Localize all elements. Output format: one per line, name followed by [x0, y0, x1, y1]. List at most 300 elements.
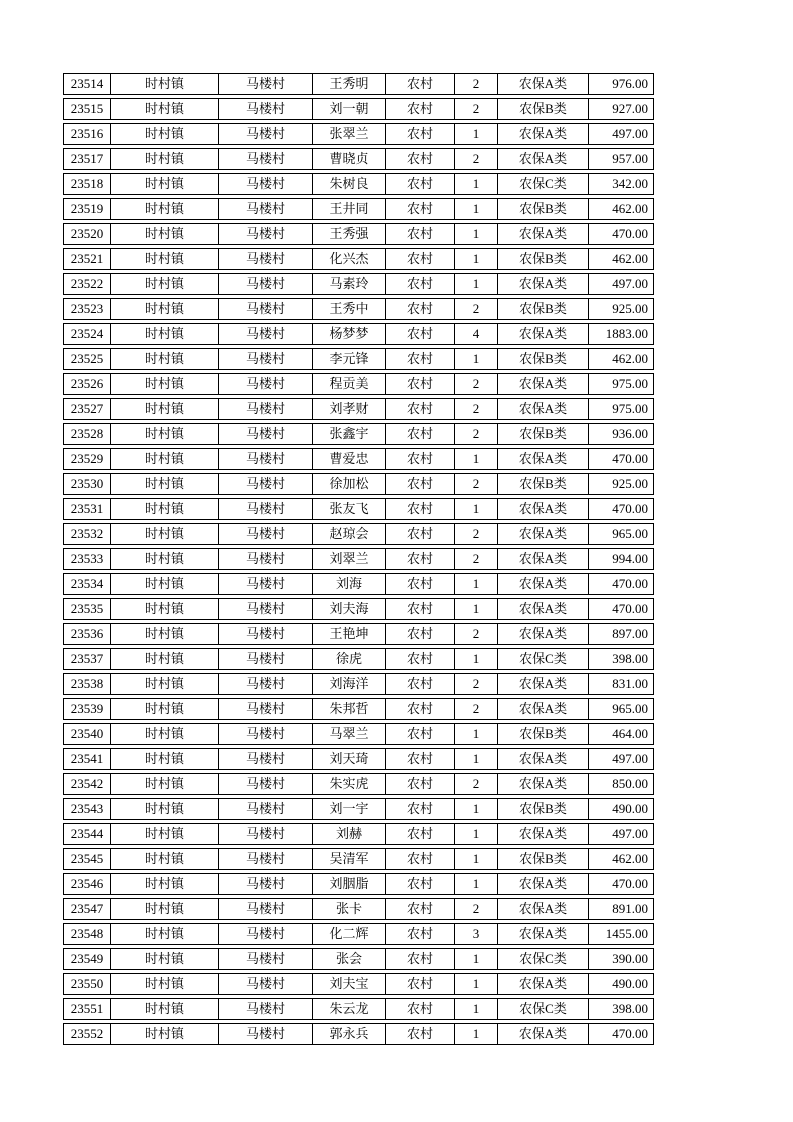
cell-insurance-category: 农保B类	[498, 724, 589, 744]
cell-record-id: 23552	[64, 1024, 111, 1044]
cell-record-id: 23520	[64, 224, 111, 244]
cell-residence-type: 农村	[386, 899, 455, 919]
cell-insurance-category: 农保A类	[498, 324, 589, 344]
table-row	[63, 698, 654, 720]
cell-record-id: 23549	[64, 949, 111, 969]
cell-person-count: 1	[455, 849, 498, 869]
cell-record-id: 23523	[64, 299, 111, 319]
cell-record-id: 23535	[64, 599, 111, 619]
cell-amount: 957.00	[612, 151, 648, 166]
cell-record-id: 23543	[64, 799, 111, 819]
cell-town: 时村镇	[111, 274, 219, 294]
cell-person-count: 1	[455, 449, 498, 469]
table-row	[63, 473, 654, 495]
cell-residence-type: 农村	[386, 124, 455, 144]
cell-residence-type: 农村	[386, 274, 455, 294]
cell-amount: 1883.00	[605, 326, 648, 341]
cell-residence-type: 农村	[386, 349, 455, 369]
cell-person-name: 王艳坤	[313, 624, 386, 644]
cell-town: 时村镇	[111, 424, 219, 444]
cell-residence-type: 农村	[386, 724, 455, 744]
cell-village: 马楼村	[219, 499, 313, 519]
cell-insurance-category: 农保A类	[498, 374, 589, 394]
cell-town: 时村镇	[111, 499, 219, 519]
cell-person-count: 2	[455, 899, 498, 919]
cell-record-id: 23530	[64, 474, 111, 494]
cell-town: 时村镇	[111, 524, 219, 544]
cell-person-count: 1	[455, 799, 498, 819]
cell-person-count: 2	[455, 549, 498, 569]
cell-town: 时村镇	[111, 974, 219, 994]
cell-person-name: 李元锋	[313, 349, 386, 369]
cell-residence-type: 农村	[386, 174, 455, 194]
cell-insurance-category: 农保B类	[498, 849, 589, 869]
cell-residence-type: 农村	[386, 974, 455, 994]
cell-residence-type: 农村	[386, 849, 455, 869]
cell-town: 时村镇	[111, 999, 219, 1019]
cell-town: 时村镇	[111, 599, 219, 619]
table-row	[63, 298, 654, 320]
cell-amount: 490.00	[612, 976, 648, 991]
cell-town: 时村镇	[111, 224, 219, 244]
cell-amount: 497.00	[612, 826, 648, 841]
cell-person-count: 2	[455, 474, 498, 494]
table-row	[63, 223, 654, 245]
cell-person-count: 1	[455, 749, 498, 769]
cell-village: 马楼村	[219, 299, 313, 319]
cell-town: 时村镇	[111, 949, 219, 969]
cell-town: 时村镇	[111, 549, 219, 569]
cell-amount: 497.00	[612, 126, 648, 141]
cell-insurance-category: 农保A类	[498, 824, 589, 844]
cell-person-count: 2	[455, 424, 498, 444]
table-row	[63, 998, 654, 1020]
cell-person-name: 刘翠兰	[313, 549, 386, 569]
cell-amount: 497.00	[612, 751, 648, 766]
cell-residence-type: 农村	[386, 549, 455, 569]
cell-person-count: 2	[455, 674, 498, 694]
cell-village: 马楼村	[219, 624, 313, 644]
table-row	[63, 148, 654, 170]
cell-insurance-category: 农保A类	[498, 399, 589, 419]
cell-amount: 398.00	[612, 651, 648, 666]
table-row	[63, 448, 654, 470]
cell-residence-type: 农村	[386, 774, 455, 794]
cell-person-name: 刘一朝	[313, 99, 386, 119]
table-row	[63, 498, 654, 520]
cell-person-name: 马素玲	[313, 274, 386, 294]
cell-residence-type: 农村	[386, 624, 455, 644]
cell-person-count: 1	[455, 349, 498, 369]
cell-person-count: 1	[455, 824, 498, 844]
cell-insurance-category: 农保B类	[498, 249, 589, 269]
cell-village: 马楼村	[219, 149, 313, 169]
cell-amount: 975.00	[612, 401, 648, 416]
cell-village: 马楼村	[219, 1024, 313, 1044]
cell-amount: 470.00	[612, 576, 648, 591]
cell-town: 时村镇	[111, 874, 219, 894]
cell-residence-type: 农村	[386, 574, 455, 594]
cell-record-id: 23550	[64, 974, 111, 994]
cell-person-name: 程贡美	[313, 374, 386, 394]
cell-village: 马楼村	[219, 124, 313, 144]
cell-person-name: 王秀中	[313, 299, 386, 319]
cell-amount: 390.00	[612, 951, 648, 966]
cell-insurance-category: 农保C类	[498, 174, 589, 194]
cell-person-name: 赵琼会	[313, 524, 386, 544]
table-row	[63, 1023, 654, 1045]
cell-insurance-category: 农保A类	[498, 574, 589, 594]
cell-record-id: 23537	[64, 649, 111, 669]
cell-town: 时村镇	[111, 749, 219, 769]
cell-amount: 927.00	[612, 101, 648, 116]
cell-residence-type: 农村	[386, 224, 455, 244]
cell-town: 时村镇	[111, 374, 219, 394]
cell-town: 时村镇	[111, 324, 219, 344]
cell-record-id: 23536	[64, 624, 111, 644]
cell-person-name: 刘孝财	[313, 399, 386, 419]
cell-amount: 462.00	[612, 851, 648, 866]
cell-amount: 470.00	[612, 876, 648, 891]
cell-record-id: 23521	[64, 249, 111, 269]
cell-person-name: 刘天琦	[313, 749, 386, 769]
cell-village: 马楼村	[219, 549, 313, 569]
table-row	[63, 548, 654, 570]
cell-town: 时村镇	[111, 924, 219, 944]
cell-town: 时村镇	[111, 124, 219, 144]
cell-residence-type: 农村	[386, 524, 455, 544]
cell-person-name: 刘赫	[313, 824, 386, 844]
cell-village: 马楼村	[219, 849, 313, 869]
cell-residence-type: 农村	[386, 924, 455, 944]
cell-record-id: 23528	[64, 424, 111, 444]
cell-person-count: 1	[455, 224, 498, 244]
cell-record-id: 23539	[64, 699, 111, 719]
cell-person-count: 1	[455, 199, 498, 219]
cell-person-name: 刘一宇	[313, 799, 386, 819]
cell-person-name: 化二辉	[313, 924, 386, 944]
cell-town: 时村镇	[111, 349, 219, 369]
cell-village: 马楼村	[219, 374, 313, 394]
cell-record-id: 23516	[64, 124, 111, 144]
table-row	[63, 573, 654, 595]
table-row	[63, 373, 654, 395]
cell-residence-type: 农村	[386, 449, 455, 469]
table-row	[63, 523, 654, 545]
table-row	[63, 198, 654, 220]
cell-person-count: 2	[455, 299, 498, 319]
cell-village: 马楼村	[219, 199, 313, 219]
cell-amount: 936.00	[612, 426, 648, 441]
cell-amount: 850.00	[612, 776, 648, 791]
cell-person-name: 吴清军	[313, 849, 386, 869]
cell-town: 时村镇	[111, 624, 219, 644]
cell-insurance-category: 农保A类	[498, 699, 589, 719]
cell-village: 马楼村	[219, 424, 313, 444]
cell-town: 时村镇	[111, 849, 219, 869]
cell-person-name: 刘夫海	[313, 599, 386, 619]
table-row	[63, 98, 654, 120]
cell-person-count: 1	[455, 174, 498, 194]
cell-person-count: 3	[455, 924, 498, 944]
table-row	[63, 623, 654, 645]
table-row	[63, 173, 654, 195]
cell-insurance-category: 农保A类	[498, 924, 589, 944]
cell-person-name: 王秀明	[313, 74, 386, 94]
cell-person-count: 1	[455, 874, 498, 894]
table-row	[63, 848, 654, 870]
cell-insurance-category: 农保A类	[498, 674, 589, 694]
cell-amount: 897.00	[612, 626, 648, 641]
table-row	[63, 973, 654, 995]
cell-person-count: 2	[455, 524, 498, 544]
cell-insurance-category: 农保A类	[498, 124, 589, 144]
cell-village: 马楼村	[219, 824, 313, 844]
cell-person-count: 2	[455, 149, 498, 169]
cell-person-count: 1	[455, 124, 498, 144]
cell-person-count: 1	[455, 949, 498, 969]
cell-record-id: 23526	[64, 374, 111, 394]
cell-record-id: 23551	[64, 999, 111, 1019]
cell-residence-type: 农村	[386, 99, 455, 119]
cell-record-id: 23547	[64, 899, 111, 919]
cell-amount: 965.00	[612, 701, 648, 716]
cell-town: 时村镇	[111, 399, 219, 419]
cell-person-count: 4	[455, 324, 498, 344]
cell-amount: 925.00	[612, 476, 648, 491]
cell-person-name: 刘夫宝	[313, 974, 386, 994]
table-row	[63, 398, 654, 420]
cell-village: 马楼村	[219, 224, 313, 244]
cell-insurance-category: 农保B类	[498, 474, 589, 494]
cell-town: 时村镇	[111, 1024, 219, 1044]
cell-insurance-category: 农保B类	[498, 424, 589, 444]
cell-village: 马楼村	[219, 649, 313, 669]
cell-record-id: 23531	[64, 499, 111, 519]
table-row	[63, 673, 654, 695]
cell-amount: 497.00	[612, 276, 648, 291]
cell-residence-type: 农村	[386, 324, 455, 344]
table-row	[63, 73, 654, 95]
cell-amount: 462.00	[612, 251, 648, 266]
cell-village: 马楼村	[219, 924, 313, 944]
cell-village: 马楼村	[219, 674, 313, 694]
cell-person-name: 朱树良	[313, 174, 386, 194]
cell-amount: 994.00	[612, 551, 648, 566]
cell-insurance-category: 农保B类	[498, 349, 589, 369]
cell-village: 马楼村	[219, 599, 313, 619]
table-row	[63, 248, 654, 270]
cell-town: 时村镇	[111, 699, 219, 719]
cell-residence-type: 农村	[386, 199, 455, 219]
cell-village: 马楼村	[219, 74, 313, 94]
cell-village: 马楼村	[219, 324, 313, 344]
cell-record-id: 23546	[64, 874, 111, 894]
cell-residence-type: 农村	[386, 649, 455, 669]
cell-insurance-category: 农保B类	[498, 799, 589, 819]
cell-village: 马楼村	[219, 999, 313, 1019]
cell-person-count: 1	[455, 974, 498, 994]
cell-residence-type: 农村	[386, 874, 455, 894]
cell-amount: 470.00	[612, 601, 648, 616]
cell-insurance-category: 农保A类	[498, 874, 589, 894]
cell-residence-type: 农村	[386, 499, 455, 519]
cell-amount: 831.00	[612, 676, 648, 691]
cell-person-name: 刘胭脂	[313, 874, 386, 894]
cell-insurance-category: 农保A类	[498, 1024, 589, 1044]
table-row	[63, 923, 654, 945]
cell-amount: 464.00	[612, 726, 648, 741]
cell-person-name: 王井同	[313, 199, 386, 219]
cell-amount: 470.00	[612, 501, 648, 516]
cell-person-count: 2	[455, 624, 498, 644]
cell-town: 时村镇	[111, 474, 219, 494]
cell-residence-type: 农村	[386, 999, 455, 1019]
cell-insurance-category: 农保A类	[498, 899, 589, 919]
cell-person-name: 张友飞	[313, 499, 386, 519]
cell-insurance-category: 农保C类	[498, 949, 589, 969]
table-row	[63, 348, 654, 370]
cell-residence-type: 农村	[386, 374, 455, 394]
cell-amount: 975.00	[612, 376, 648, 391]
cell-residence-type: 农村	[386, 699, 455, 719]
cell-residence-type: 农村	[386, 424, 455, 444]
cell-amount: 462.00	[612, 201, 648, 216]
cell-amount: 490.00	[612, 801, 648, 816]
cell-person-name: 马翠兰	[313, 724, 386, 744]
cell-record-id: 23548	[64, 924, 111, 944]
cell-person-name: 张翠兰	[313, 124, 386, 144]
cell-residence-type: 农村	[386, 249, 455, 269]
cell-insurance-category: 农保B类	[498, 199, 589, 219]
cell-person-count: 2	[455, 774, 498, 794]
cell-person-name: 化兴杰	[313, 249, 386, 269]
cell-village: 马楼村	[219, 574, 313, 594]
table-row	[63, 723, 654, 745]
cell-town: 时村镇	[111, 824, 219, 844]
cell-record-id: 23518	[64, 174, 111, 194]
cell-town: 时村镇	[111, 174, 219, 194]
cell-person-name: 徐虎	[313, 649, 386, 669]
cell-record-id: 23532	[64, 524, 111, 544]
cell-village: 马楼村	[219, 799, 313, 819]
cell-insurance-category: 农保A类	[498, 224, 589, 244]
cell-person-name: 张会	[313, 949, 386, 969]
cell-amount: 398.00	[612, 1001, 648, 1016]
cell-residence-type: 农村	[386, 674, 455, 694]
cell-village: 马楼村	[219, 474, 313, 494]
cell-town: 时村镇	[111, 724, 219, 744]
cell-residence-type: 农村	[386, 949, 455, 969]
cell-town: 时村镇	[111, 74, 219, 94]
cell-town: 时村镇	[111, 249, 219, 269]
cell-record-id: 23524	[64, 324, 111, 344]
cell-insurance-category: 农保A类	[498, 624, 589, 644]
cell-person-name: 朱实虎	[313, 774, 386, 794]
cell-town: 时村镇	[111, 449, 219, 469]
cell-person-count: 1	[455, 499, 498, 519]
cell-person-count: 1	[455, 274, 498, 294]
cell-town: 时村镇	[111, 199, 219, 219]
cell-record-id: 23534	[64, 574, 111, 594]
cell-town: 时村镇	[111, 299, 219, 319]
cell-record-id: 23533	[64, 549, 111, 569]
cell-amount: 891.00	[612, 901, 648, 916]
cell-person-name: 杨梦梦	[313, 324, 386, 344]
cell-record-id: 23522	[64, 274, 111, 294]
cell-person-name: 朱云龙	[313, 999, 386, 1019]
cell-record-id: 23542	[64, 774, 111, 794]
cell-person-name: 曹晓贞	[313, 149, 386, 169]
cell-insurance-category: 农保A类	[498, 549, 589, 569]
cell-residence-type: 农村	[386, 474, 455, 494]
cell-village: 马楼村	[219, 899, 313, 919]
cell-village: 马楼村	[219, 949, 313, 969]
cell-town: 时村镇	[111, 574, 219, 594]
table-row	[63, 798, 654, 820]
cell-village: 马楼村	[219, 699, 313, 719]
cell-insurance-category: 农保B类	[498, 299, 589, 319]
cell-residence-type: 农村	[386, 399, 455, 419]
cell-person-count: 2	[455, 374, 498, 394]
cell-town: 时村镇	[111, 899, 219, 919]
cell-insurance-category: 农保A类	[498, 149, 589, 169]
cell-town: 时村镇	[111, 674, 219, 694]
cell-amount: 976.00	[612, 76, 648, 91]
cell-village: 马楼村	[219, 249, 313, 269]
cell-record-id: 23545	[64, 849, 111, 869]
cell-person-count: 1	[455, 574, 498, 594]
cell-residence-type: 农村	[386, 749, 455, 769]
table-row	[63, 873, 654, 895]
insurance-record-table	[63, 73, 654, 1048]
cell-insurance-category: 农保C类	[498, 649, 589, 669]
cell-person-count: 1	[455, 999, 498, 1019]
cell-village: 马楼村	[219, 724, 313, 744]
cell-record-id: 23541	[64, 749, 111, 769]
cell-village: 马楼村	[219, 274, 313, 294]
cell-person-count: 2	[455, 399, 498, 419]
cell-insurance-category: 农保A类	[498, 449, 589, 469]
table-row	[63, 598, 654, 620]
cell-record-id: 23517	[64, 149, 111, 169]
table-row	[63, 273, 654, 295]
cell-person-count: 1	[455, 724, 498, 744]
table-row	[63, 423, 654, 445]
cell-insurance-category: 农保A类	[498, 74, 589, 94]
table-row	[63, 773, 654, 795]
cell-person-count: 1	[455, 1024, 498, 1044]
cell-person-name: 刘海洋	[313, 674, 386, 694]
cell-person-count: 1	[455, 249, 498, 269]
cell-residence-type: 农村	[386, 799, 455, 819]
cell-town: 时村镇	[111, 149, 219, 169]
cell-village: 马楼村	[219, 449, 313, 469]
cell-town: 时村镇	[111, 774, 219, 794]
cell-amount: 1455.00	[605, 926, 648, 941]
cell-record-id: 23514	[64, 74, 111, 94]
cell-insurance-category: 农保A类	[498, 749, 589, 769]
cell-town: 时村镇	[111, 99, 219, 119]
cell-town: 时村镇	[111, 649, 219, 669]
cell-person-name: 郭永兵	[313, 1024, 386, 1044]
cell-person-name: 朱邦哲	[313, 699, 386, 719]
cell-insurance-category: 农保A类	[498, 974, 589, 994]
cell-village: 马楼村	[219, 524, 313, 544]
cell-amount: 342.00	[612, 176, 648, 191]
cell-village: 马楼村	[219, 974, 313, 994]
cell-village: 马楼村	[219, 99, 313, 119]
